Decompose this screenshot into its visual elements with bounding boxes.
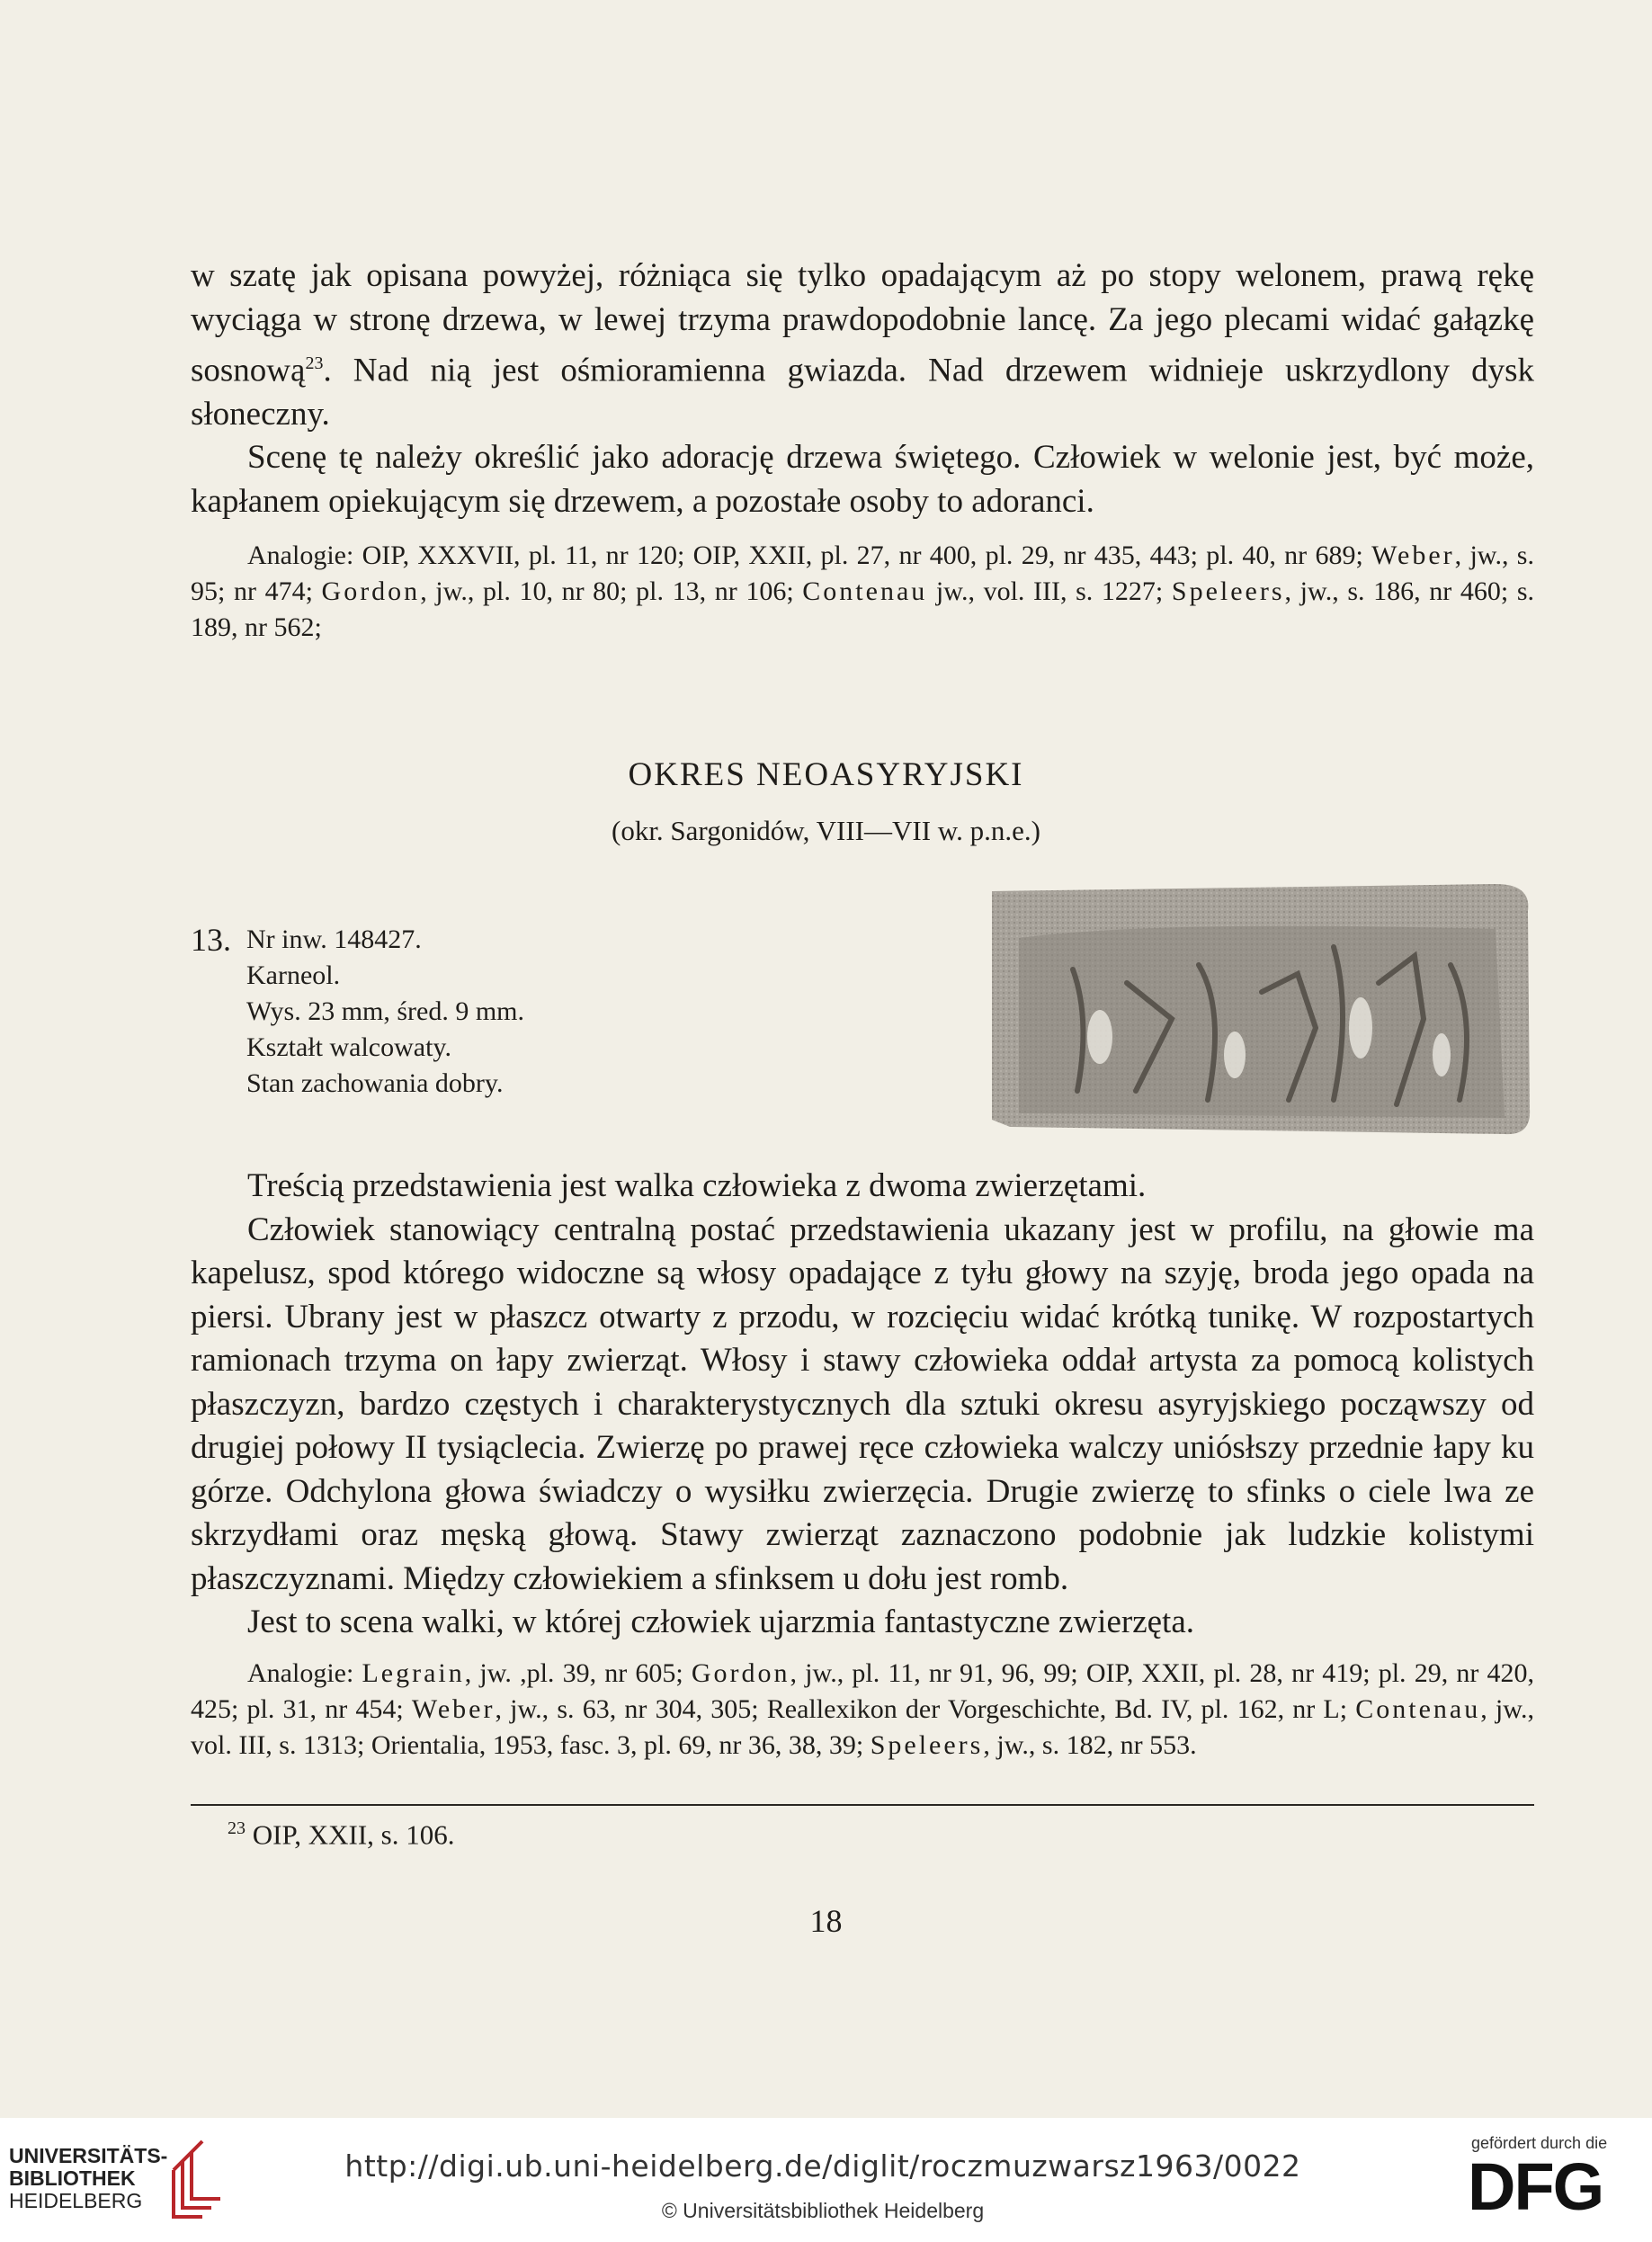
- entry-line: Karneol.: [246, 960, 341, 990]
- library-logo-icon[interactable]: [166, 2134, 229, 2224]
- footnote-divider: [191, 1804, 1534, 1806]
- entry-line: Nr inw. 148427.: [246, 924, 422, 954]
- svg-text:DFG: DFG: [1468, 2154, 1603, 2217]
- entry-line: Wys. 23 mm, śred. 9 mm.: [246, 996, 525, 1026]
- description-paragraph: Człowiek stanowiący centralną postać przedstawienia ukazany jest w profilu, na głowie ma kapelusz, spod którego widoczne są włosy opadające z tyłu głowy na szyję, broda jego opada na piersi. Ubrany jest w płaszcz otwarty z przodu, w rozcięciu widać krótką tunikę. W rozpostartych ramionach trzyma on łapy zwierząt. Włosy i stawy człowieka oddał artysta za pomocą kolistych płaszczyzn, bardzo częstych i charakterystycznych dla sztuki okresu asyryjskiego począwszy od drugiej połowy II tysiąclecia. Zwierzę po prawej ręce człowieka walczy uniósłszy przednie łapy ku górze. Odchylona głowa świadczy o wysiłku zwierzęcia. Drugie zwierzę to sfinks o ciele lwa ze skrzydłami oraz męską głową. Stawy zwierząt zaznaczono podobnie jak ludzkie kolistymi płaszczyznami. Między człowiekiem a sfinksem u dołu jest romb.: [191, 1210, 1534, 1597]
- description-paragraph: Jest to scena walki, w której człowiek ujarzmia fantastyczne zwierzęta.: [247, 1603, 1195, 1640]
- paragraph-2: Scenę tę należy określić jako adorację drzewa świętego. Człowiek w welonie jest, być może, kapłanem opiekującym się drzewem, a pozostałe osoby to adoranci.: [191, 439, 1534, 520]
- section-subtitle: (okr. Sargonidów, VIII—VII w. p.n.e.): [612, 815, 1040, 846]
- body-text: [191, 255, 1534, 646]
- funding-caption: gefördert durch die: [1471, 2134, 1608, 2152]
- footnote: $^{23}$ OIP, XXII, s. 106.: [228, 1818, 455, 1851]
- analogies-1: Analogie: OIP, XXXVII, pl. 11, nr 120; OIP, XXII, pl. 27, nr 400, pl. 29, nr 435, 443; pl. 40, nr 689; Weber, jw., s. 95; nr 474; Gordon, jw., pl. 10, nr 80; pl. 13, nr 106; Contenau jw., vol. III, s. 1227; Speleers, jw., s. 186, nr 460; s. 189, nr 562;: [191, 540, 1534, 643]
- page-url-link[interactable]: http://digi.ub.uni-heidelberg.de/diglit/roczmuzwarsz1963/0022: [344, 2148, 1301, 2184]
- copyright-notice: © Universitätsbibliothek Heidelberg: [661, 2199, 985, 2222]
- footnote-ref: 23: [305, 353, 324, 373]
- entry-number: 13.: [191, 922, 231, 958]
- section-heading: OKRES NEOASYRYJSKI: [628, 756, 1024, 793]
- page-number: 18: [809, 1903, 843, 1939]
- entry-line: Stan zachowania dobry.: [246, 1068, 504, 1098]
- dfg-logo-icon[interactable]: [1468, 2154, 1639, 2217]
- entry-details: [246, 922, 786, 1102]
- description-paragraph: Treścią przedstawienia jest walka człowieka z dwoma zwierzętami.: [247, 1167, 1147, 1204]
- paragraph-1: w szatę jak opisana powyżej, różniąca się tylko opadającym aż po stopy welonem, prawą rękę wyciąga w stronę drzewa, w lewej trzyma prawdopodobnie lancę. Za jego plecami widać gałązkę sosnową$^{23}$. Nad nią jest ośmioramienna gwiazda. Nad drzewem widnieje uskrzydlony dysk słoneczny.: [191, 257, 1534, 433]
- viewer-footer: [0, 2118, 1652, 2242]
- footnote-mark: 23: [228, 1818, 246, 1838]
- entry-line: Kształt walcowaty.: [246, 1032, 451, 1062]
- analogies-2: Analogie: Legrain, jw. ,pl. 39, nr 605; Gordon, jw., pl. 11, nr 91, 96, 99; OIP, XXII, pl. 28, nr 419; pl. 29, nr 420, 425; pl. 31, nr 454; Weber, jw., s. 63, nr 304, 305; Reallexikon der Vorgeschichte, Bd. IV, pl. 162, nr L; Contenau, jw., vol. III, s. 1313; Orientalia, 1953, fasc. 3, pl. 69, nr 36, 38, 39; Speleers, jw., s. 182, nr 553.: [191, 1657, 1534, 1760]
- seal-impression-photo: [992, 884, 1531, 1136]
- description-text: [191, 1165, 1534, 1764]
- library-name[interactable]: UNIVERSITÄTS- BIBLIOTHEK HEIDELBERG: [9, 2144, 168, 2212]
